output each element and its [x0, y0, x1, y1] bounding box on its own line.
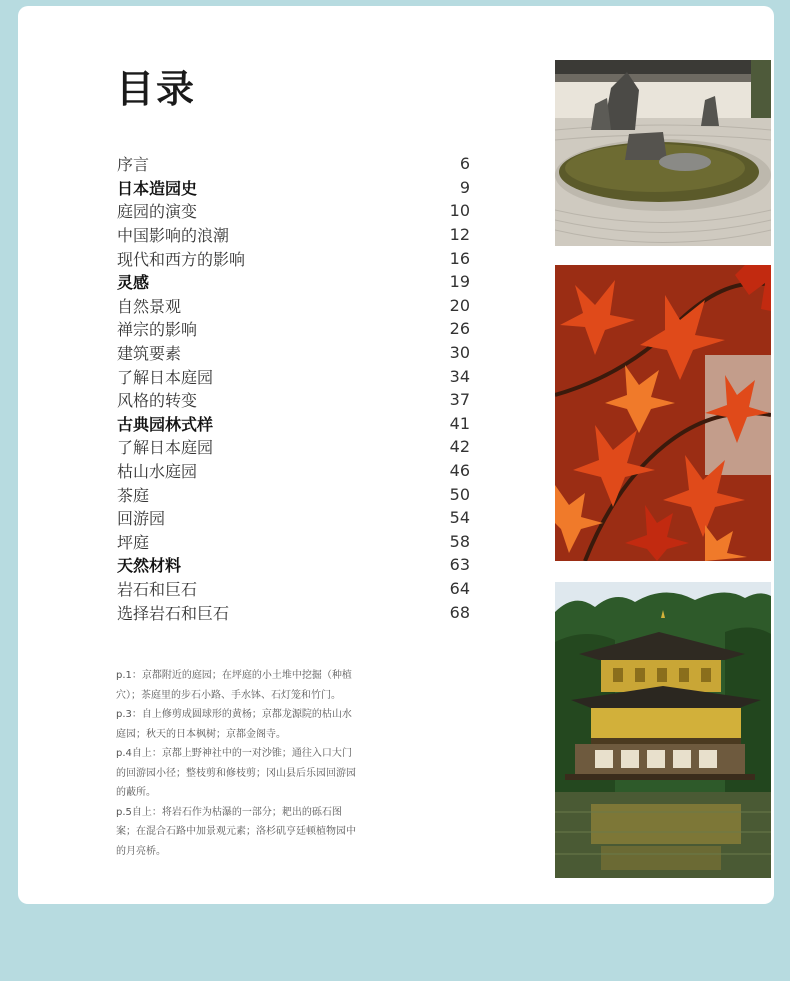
toc-label: 现代和西方的影响 [117, 249, 246, 269]
toc-row[interactable] [117, 577, 470, 601]
maple-leaves-photo [555, 265, 771, 561]
toc-label: 天然材料 [117, 556, 182, 576]
toc-row[interactable] [117, 459, 470, 483]
rock-garden-photo [555, 60, 771, 246]
photo-captions [116, 666, 356, 861]
toc-page-number: 30 [449, 343, 470, 363]
toc-page-number: 10 [449, 201, 470, 221]
toc-label: 坪庭 [117, 532, 150, 552]
toc-section-row[interactable] [117, 176, 470, 200]
toc-page-number: 12 [449, 225, 470, 245]
toc-label: 选择岩石和巨石 [117, 603, 230, 623]
toc-row[interactable] [117, 317, 470, 341]
photo-caption: p.1：京都附近的庭园；在坪庭的小土堆中挖掘（种植穴）；茶庭里的步石小路、手水钵、石灯笼和竹门。 [116, 670, 352, 701]
toc-label: 岩石和巨石 [117, 579, 198, 599]
toc-section-row[interactable] [117, 553, 470, 577]
toc-page-number: 64 [449, 578, 470, 598]
photo-caption: p.4自上：京都上野神社中的一对沙锥；通往入口大门的回游园小径；整枝剪和修枝剪；冈山县后乐园回游园的蔽所。 [116, 748, 356, 798]
toc-label: 回游园 [117, 509, 166, 529]
toc-label: 茶庭 [117, 485, 150, 505]
toc-label: 建筑要素 [117, 344, 182, 364]
toc-label: 序言 [117, 155, 150, 175]
toc-page-number: 46 [449, 461, 470, 481]
toc-label: 了解日本庭园 [117, 438, 214, 458]
toc-row[interactable] [117, 246, 470, 270]
page-title: 目录 [116, 67, 197, 111]
toc-page-number: 37 [449, 390, 470, 410]
toc-page-number: 20 [449, 295, 470, 315]
toc-label: 枯山水庭园 [117, 462, 198, 482]
table-of-contents [117, 152, 470, 624]
toc-page-number: 41 [449, 413, 470, 433]
toc-page-number: 54 [449, 508, 470, 528]
photo-caption: p.3：自上修剪成圆球形的黄杨；京都龙源院的枯山水庭园；秋天的日本枫树；京都金阁寺。 [116, 709, 352, 740]
toc-label: 禅宗的影响 [117, 320, 198, 340]
toc-label: 自然景观 [117, 296, 182, 316]
photo-caption: p.5自上：将岩石作为枯瀑的一部分；耙出的砾石图案；在混合石路中加景观元素；洛杉矶亨廷顿植物园中的月亮桥。 [116, 806, 356, 857]
toc-label: 了解日本庭园 [117, 367, 214, 387]
toc-page-number: 9 [459, 177, 470, 197]
toc-row[interactable] [117, 364, 470, 388]
toc-row[interactable] [117, 506, 470, 530]
book-page [18, 6, 774, 904]
toc-row[interactable] [117, 388, 470, 412]
toc-label: 古典园林式样 [117, 414, 214, 434]
toc-row[interactable] [117, 223, 470, 247]
toc-row[interactable] [117, 152, 470, 176]
toc-page-number: 16 [449, 248, 470, 268]
toc-section-row[interactable] [117, 412, 470, 436]
toc-page-number: 42 [449, 437, 470, 457]
toc-row[interactable] [117, 294, 470, 318]
toc-page-number: 34 [449, 366, 470, 386]
toc-page-number: 58 [449, 531, 470, 551]
toc-label: 灵感 [117, 273, 150, 293]
toc-label: 庭园的演变 [117, 202, 198, 222]
toc-page-number: 26 [449, 319, 470, 339]
toc-row[interactable] [117, 482, 470, 506]
golden-pavilion-photo [555, 582, 771, 878]
toc-row[interactable] [117, 530, 470, 554]
toc-page-number: 19 [449, 272, 470, 292]
toc-page-number: 63 [449, 555, 470, 575]
toc-section-row[interactable] [117, 270, 470, 294]
toc-page-number: 68 [449, 602, 470, 622]
toc-row[interactable] [117, 600, 470, 624]
toc-row[interactable] [117, 199, 470, 223]
toc-page-number: 6 [459, 154, 470, 174]
toc-label: 中国影响的浪潮 [117, 226, 230, 246]
toc-row[interactable] [117, 435, 470, 459]
toc-page-number: 50 [449, 484, 470, 504]
toc-label: 风格的转变 [117, 391, 198, 411]
toc-row[interactable] [117, 341, 470, 365]
toc-label: 日本造园史 [117, 178, 198, 198]
